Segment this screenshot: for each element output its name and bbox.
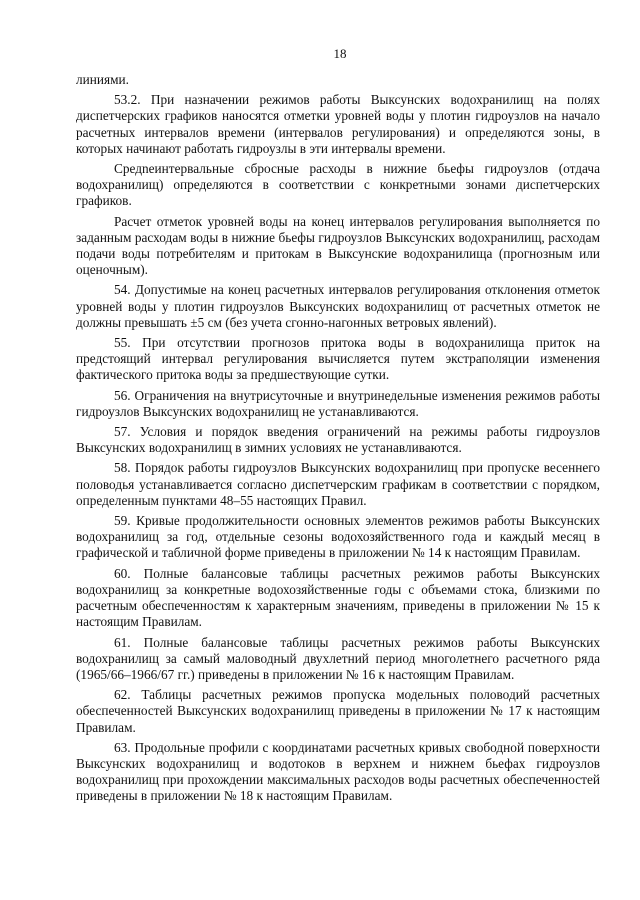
paragraph-57: 57. Условия и порядок введения ограничений на режимы работы гидроузлов Выксунских водохранилищ в зимних условиях не устанавливаются. — [76, 424, 600, 456]
paragraph-59: 59. Кривые продолжительности основных элементов режимов работы Выксунских водохранилищ за год, отдельные сезоны водохозяйственного года и каждый месяц в графической и табличной форме приведены в приложении № 14 к настоящим Правилам. — [76, 513, 600, 561]
paragraph-55: 55. При отсутствии прогнозов притока воды в водохранилища приток на предстоящий интервал регулирования вычисляется путем экстраполяции изменения фактического притока воды за предшествующие сутки. — [76, 335, 600, 383]
paragraph-54: 54. Допустимые на конец расчетных интервалов регулирования отклонения отметок уровней воды у плотин гидроузлов Выксунских водохранилищ от расчетных отметок не должны превышать ±5 см (без учета сгонно-нагонных ветровых явлений). — [76, 282, 600, 330]
paragraph-continuation: линиями. — [76, 72, 129, 87]
paragraph-53-2: 53.2. При назначении режимов работы Выксунских водохранилищ на полях диспетчерских графиков наносятся отметки уровней воды у плотин гидроузлов на начало расчетных интервалов времени (интервалов регулирования) и определяются зоны, в которых начинают работать гидроузлы в эти интервалы времени. — [76, 92, 600, 156]
document-body — [76, 72, 600, 809]
paragraph-level-calculation: Расчет отметок уровней воды на конец интервалов регулирования выполняется по заданным расходам воды в нижние бьефы гидроузлов Выксунских водохранилищ, расходам подачи воды потребителям и притокам в Выксунские водохранилища (прогнозным или оценочным). — [76, 213, 600, 278]
paragraph-61: 61. Полные балансовые таблицы расчетных режимов работы Выксунских водохранилищ за самый маловодный двухлетний период многолетнего расчетного ряда (1965/66–1966/67 гг.) приведены в приложении № 16 к настоящим Правилам. — [76, 634, 600, 682]
paragraph-63: 63. Продольные профили с координатами расчетных кривых свободной поверхности Выксунских водохранилищ и водотоков в верхнем и нижнем бьефах гидроузлов водохранилищ при прохождении максимальных расходов воды расчетных обеспеченностей приведены в приложении № 18 к настоящим Правилам. — [76, 739, 600, 804]
paragraph-58: 58. Порядок работы гидроузлов Выксунских водохранилищ при пропуске весеннего половодья устанавливается согласно диспетчерским графикам в соответствии с порядком, определенным пунктами 48–55 настоящих Правил. — [76, 460, 600, 508]
paragraph-62: 62. Таблицы расчетных режимов пропуска модельных половодий расчетных обеспеченностей Выксунских водохранилищ приведены в приложении № 17 к настоящим Правилам. — [76, 687, 600, 735]
paragraph-60: 60. Полные балансовые таблицы расчетных режимов работы Выксунских водохранилищ за конкретные водохозяйственные годы с объемами стока, близкими по расчетным обеспеченностям к характерным значениям, приведены в приложении № 15 к настоящим Правилам. — [76, 565, 600, 630]
paragraph-56: 56. Ограничения на внутрисуточные и внутринедельные изменения режимов работы гидроузлов Выксунских водохранилищ не устанавливаются. — [76, 387, 600, 419]
page-number: 18 — [333, 46, 347, 61]
paragraph-average-discharge: Средneинтервальные сбросные расходы в нижние бьефы гидроузлов (отдача водохранилищ) определяются в соответствии с конкретными зонами диспетчерских графиков. — [76, 161, 600, 209]
